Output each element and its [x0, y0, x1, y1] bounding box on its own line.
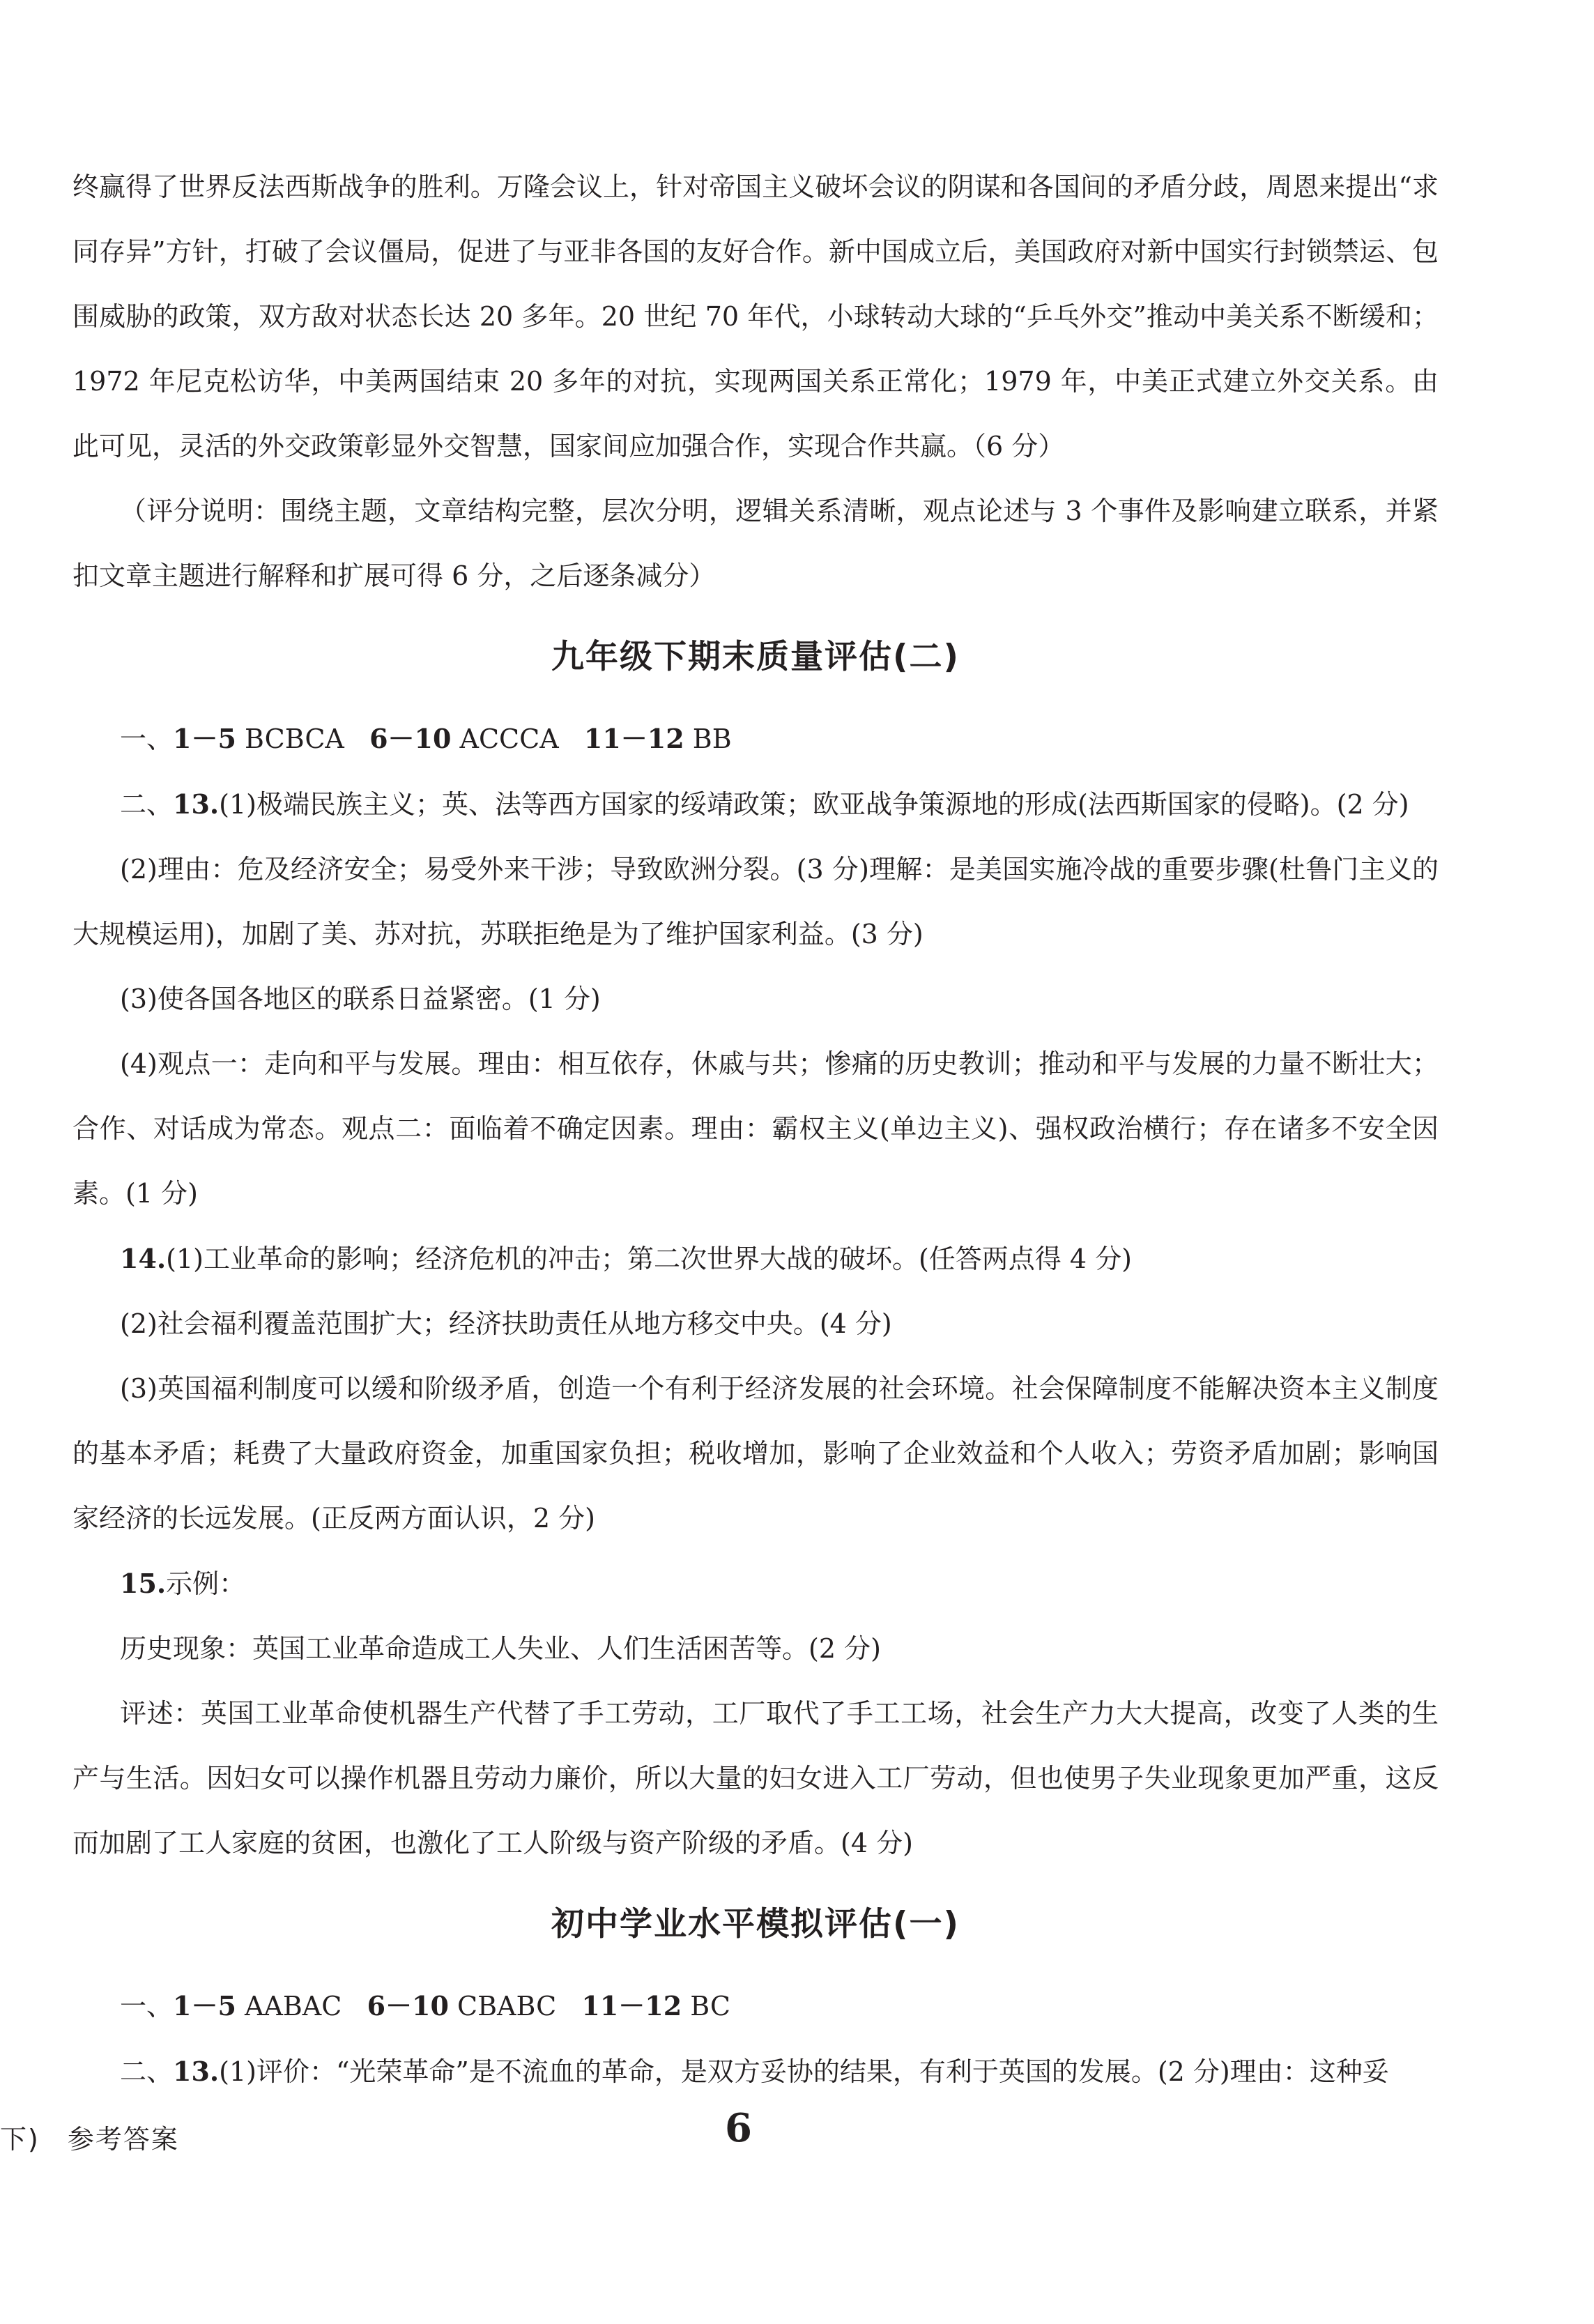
- q15-heading: [72, 1551, 1439, 1616]
- q14-part1-text: (1)工业革命的影响；经济危机的冲击；第二次世界大战的破坏。(任答两点得 4 分): [166, 1244, 1132, 1274]
- choice-range-3: 11－12: [583, 723, 684, 754]
- q14-number: 14.: [120, 1243, 167, 1274]
- choice-answer-2: CBABC: [457, 1991, 557, 2021]
- footer-label: 下) 参考答案: [0, 2124, 179, 2155]
- choice-answer-1: BCBCA: [245, 724, 344, 754]
- choice-answers-1: [72, 706, 1439, 772]
- intro-paragraph: 终赢得了世界反法西斯战争的胜利。万隆会议上，针对帝国主义破坏会议的阴谋和各国间的矛盾分歧，周恩来提出“求同存异”方针，打破了会议僵局，促进了与亚非各国的友好合作。新中国成立后，美国政府对新中国实行封锁禁运、包围威胁的政策，双方敌对状态长达 20 多年。20 世纪 70 年代，小球转动大球的“乒乓外交”推动中美关系不断缓和；1972 年尼克松访华，中美两国结束 20 多年的对抗，实现两国关系正常化；1979 年，中美正式建立外交关系。由此可见，灵活的外交政策彰显外交智慧，国家间应加强合作，实现合作共赢。（6 分）: [72, 171, 1439, 461]
- choice-answer-2: ACCCA: [459, 724, 559, 754]
- q14-part3: (3)英国福利制度可以缓和阶级矛盾，创造一个有利于经济发展的社会环境。社会保障制度不能解决资本主义制度的基本矛盾；耗费了大量政府资金，加重国家负担；税收增加，影响了企业效益和个人收入；劳资矛盾加剧；影响国家经济的长远发展。(正反两方面认识，2 分): [72, 1373, 1439, 1534]
- mock-q13-part1: [72, 2039, 1439, 2104]
- page-footer: [0, 2105, 1594, 2168]
- q15-comment: 评述：英国工业革命使机器生产代替了手工劳动，工厂取代了手工工场，社会生产力大大提高，改变了人类的生产与生活。因妇女可以操作机器且劳动力廉价，所以大量的妇女进入工厂劳动，但也使男子失业现象更加严重，这反而加剧了工人家庭的贫困，也激化了工人阶级与资产阶级的矛盾。(4 分): [72, 1698, 1439, 1858]
- section-title-final-eval-2: 九年级下期末质量评估(二): [551, 638, 960, 676]
- q15-phenomenon: 历史现象：英国工业革命造成工人失业、人们生活困苦等。(2 分): [120, 1633, 881, 1664]
- choice-range-3: 11－12: [581, 1990, 682, 2021]
- choice-range-2: 6－10: [367, 1990, 449, 2021]
- section-title-mock-eval-1: 初中学业水平模拟评估(一): [551, 1905, 960, 1943]
- q13-part2: (2)理由：危及经济安全；易受外来干涉；导致欧洲分裂。(3 分)理解：是美国实施冷战的重要步骤(杜鲁门主义的大规模运用)，加剧了美、苏对抗，苏联拒绝是为了维护国家利益。(3 分): [72, 854, 1439, 949]
- scoring-note: （评分说明：围绕主题，文章结构完整，层次分明，逻辑关系清晰，观点论述与 3 个事件及影响建立联系，并紧扣文章主题进行解释和扩展可得 6 分，之后逐条减分）: [72, 496, 1439, 591]
- choice-answer-1: AABAC: [245, 1991, 342, 2021]
- choice-range-1: 1－5: [173, 1990, 236, 2021]
- choice-prefix: 一、: [120, 724, 174, 754]
- q13-number: 13.: [173, 788, 220, 820]
- mock-q13-part1-text: (1)评价：“光荣革命”是不流血的革命，是双方妥协的结果，有利于英国的发展。(2 分)理由：这种妥: [219, 2056, 1389, 2087]
- choice-range-2: 6－10: [369, 723, 452, 754]
- page-number: 6: [725, 2105, 752, 2151]
- q13-part1-text: (1)极端民族主义；英、法等西方国家的绥靖政策；欧亚战争策源地的形成(法西斯国家的侵略)。(2 分): [219, 789, 1409, 820]
- choice-answer-3: BC: [690, 1991, 730, 2021]
- choice-range-1: 1－5: [173, 723, 236, 754]
- choice-prefix: 一、: [120, 1991, 174, 2021]
- choice-answers-2: [72, 1973, 1439, 2039]
- q13-prefix: 二、: [120, 2056, 174, 2087]
- q14-part1: [72, 1226, 1439, 1292]
- q15-number: 15.: [120, 1568, 167, 1599]
- q15-label: 示例：: [166, 1568, 246, 1599]
- answer-content: [72, 155, 1439, 2104]
- q13-part4: (4)观点一：走向和平与发展。理由：相互依存，休戚与共；惨痛的历史教训；推动和平与发展的力量不断壮大；合作、对话成为常态。观点二：面临着不确定因素。理由：霸权主义(单边主义)、强权政治横行；存在诸多不安全因素。(1 分): [72, 1048, 1439, 1209]
- q14-part2: (2)社会福利覆盖范围扩大；经济扶助责任从地方移交中央。(4 分): [120, 1308, 892, 1339]
- choice-answer-3: BB: [692, 724, 732, 754]
- q13-prefix: 二、: [120, 789, 174, 820]
- q13-part1: [72, 772, 1439, 837]
- q13-part3: (3)使各国各地区的联系日益紧密。(1 分): [120, 984, 601, 1014]
- q13-number: 13.: [173, 2056, 220, 2087]
